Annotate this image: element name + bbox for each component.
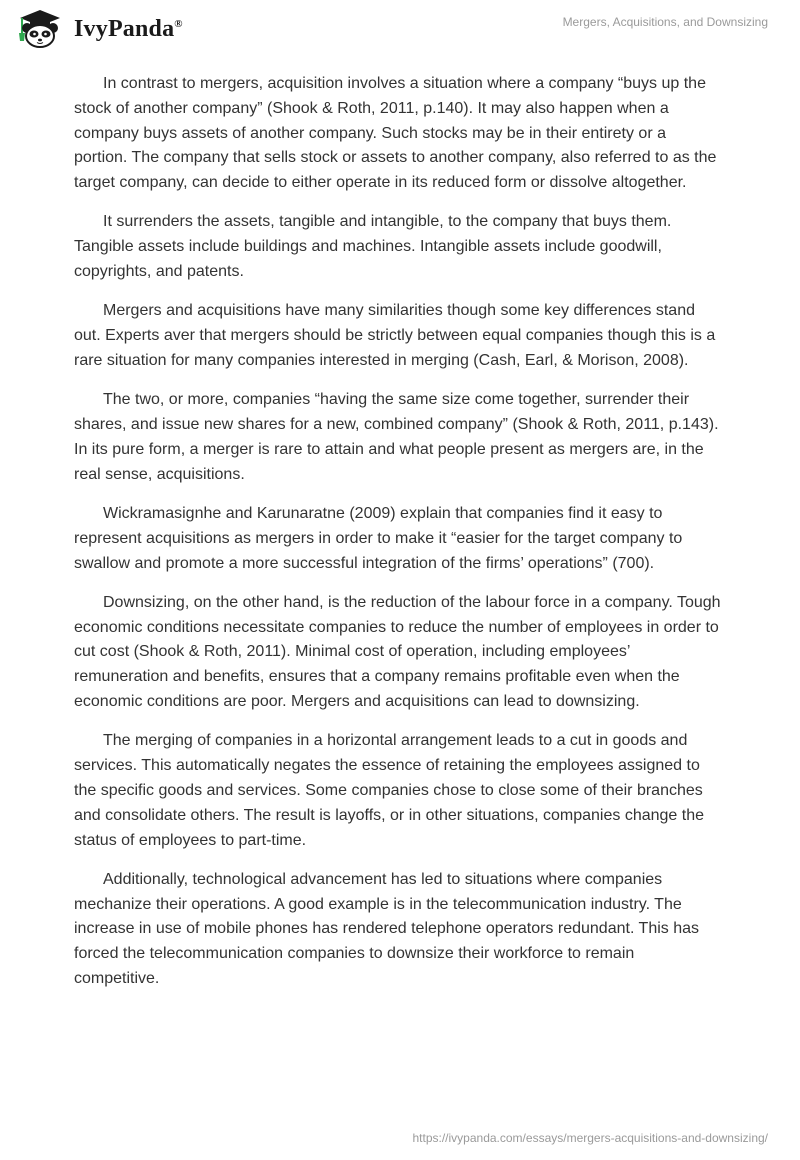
paragraph: In contrast to mergers, acquisition involves a situation where a company “buys up the stock of another company” (Shook & Roth, 2011, p.140). It may also happen when a company buys assets of another company. Such stocks may be in their entirety or a portion. The company that sells stock or assets to another company, also referred to as the target company, can decide to either operate in its reduced form or dissolve altogether.: [74, 75, 717, 192]
brand-text: IvyPanda: [74, 15, 175, 42]
paragraph: The two, or more, companies “having the same size come together, surrender their shares, and issue new shares for a new, combined company” (Shook & Roth, 2011, p.143). In its pure form, a merger is rare to attain and what people present as mergers are, in the real sense, acquisitions.: [74, 391, 719, 483]
essay-body: [74, 72, 722, 1006]
panda-graduate-icon: [14, 9, 70, 49]
paragraph: It surrenders the assets, tangible and intangible, to the company that buys them. Tangible assets include buildings and machines. Intangible assets include goodwill, copyrights, and patents.: [74, 213, 672, 281]
source-url[interactable]: https://ivypanda.com/essays/mergers-acquisitions-and-downsizing/: [412, 1131, 768, 1145]
paragraph: Wickramasignhe and Karunaratne (2009) explain that companies find it easy to represent acquisitions as mergers in order to make it “easier for the target company to swallow and promote a more successful integration of the firms’ operations” (700).: [74, 504, 683, 572]
paragraph: Mergers and acquisitions have many similarities though some key differences stand out. Experts aver that mergers should be strictly between equal companies though this is a rare situation for many companies interested in merging (Cash, Earl, & Morison, 2008).: [74, 302, 716, 369]
page-header: [0, 0, 800, 60]
document-title: Mergers, Acquisitions, and Downsizing: [562, 15, 768, 29]
registered-mark: ®: [174, 17, 183, 30]
paragraph: Downsizing, on the other hand, is the reduction of the labour force in a company. Tough economic conditions necessitate companies to reduce the number of employees in order to cut cost (Shook & Roth, 2011). Minimal cost of operation, including employees’ remuneration and benefits, ensures that a company remains profitable even when the economic conditions are poor. Mergers and acquisitions can lead to downsizing.: [74, 593, 721, 711]
ivypanda-logo[interactable]: [14, 9, 183, 49]
paragraph: Additionally, technological advancement has led to situations where companies mechanize their operations. A good example is in the telecommunication industry. The increase in use of mobile phones has rendered telephone operators redundant. This has forced the telecommunication companies to downsize their workforce to remain competitive.: [74, 870, 700, 987]
brand-name: [74, 16, 183, 43]
paragraph: The merging of companies in a horizontal arrangement leads to a cut in goods and services. This automatically negates the essence of retaining the employees assigned to the specific goods and services. Some companies chose to close some of their branches and consolidate others. The result is layoffs, or in other situations, companies change the status of employees to part-time.: [74, 732, 704, 849]
